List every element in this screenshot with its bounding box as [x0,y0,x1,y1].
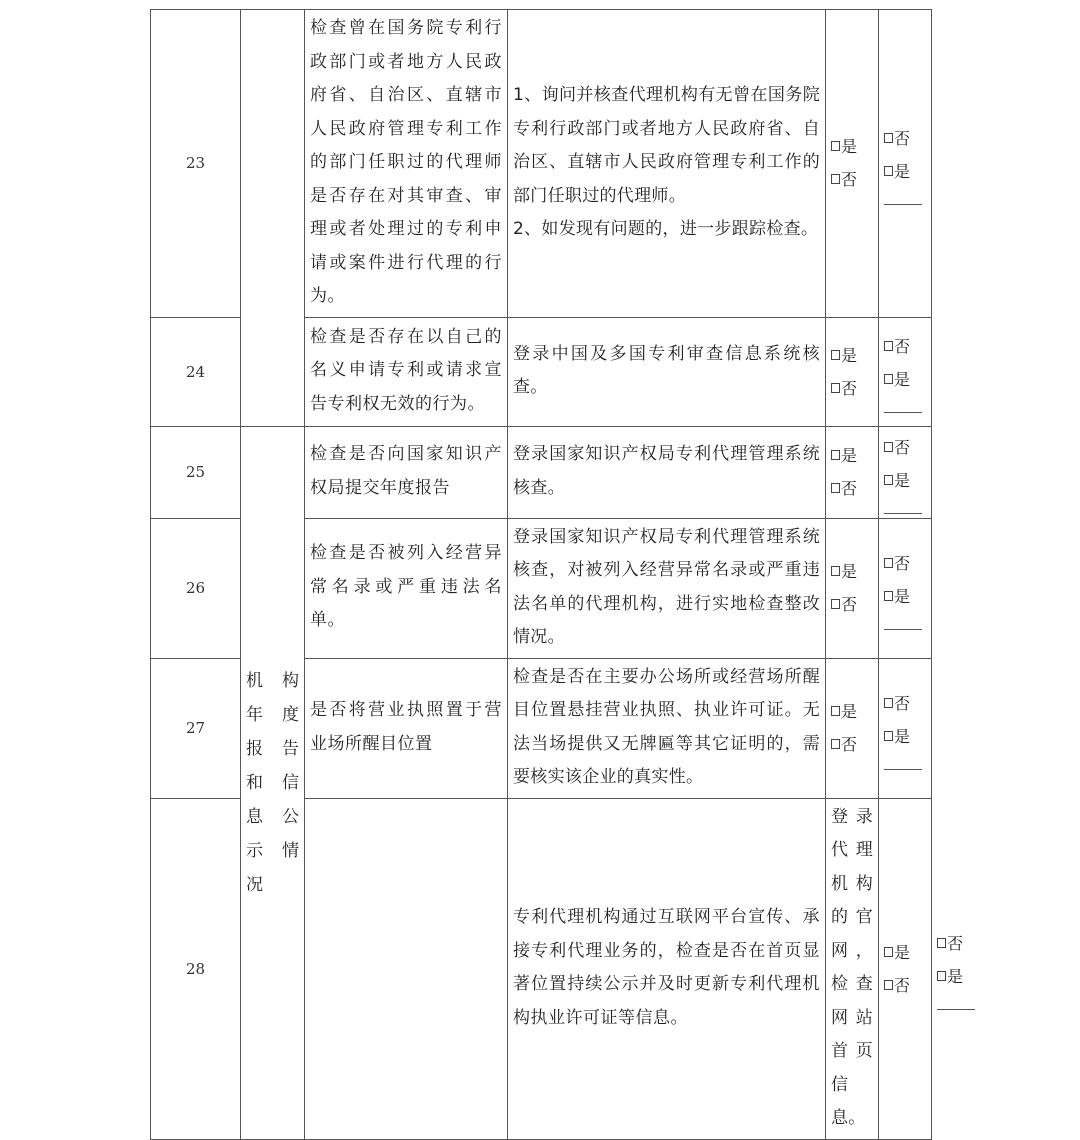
check-method [508,658,826,798]
result-no-option[interactable] [884,687,931,720]
yes-no-cell [826,518,879,658]
no-option[interactable] [831,472,878,505]
yes-no-cell [879,798,932,1139]
category-char: 况 [246,874,263,895]
checkbox-icon[interactable] [831,141,840,151]
no-option[interactable] [831,588,878,621]
result-cell [879,658,932,798]
checkbox-icon[interactable] [884,133,893,143]
check-method [826,798,879,1139]
check-item: 是否将营业执照置于营业场所醒目位置 [305,658,508,798]
category-char: 告 [282,738,299,759]
category-char: 机 [246,670,263,691]
checkbox-icon[interactable] [831,483,840,493]
checkbox-icon[interactable] [884,475,893,485]
checkbox-icon[interactable] [937,938,946,948]
fill-blank-line[interactable] [937,989,975,1010]
result-no-label: 否 [894,337,911,356]
no-label: 否 [841,479,858,498]
result-yes-label: 是 [894,726,911,746]
method-line: 2、如发现有问题的，进一步跟踪检查。 [513,219,819,239]
row-number: 28 [151,798,241,1139]
checklist-table [150,9,964,1140]
yes-label: 是 [841,702,858,721]
no-option[interactable] [884,969,931,1002]
checkbox-icon[interactable] [831,706,840,716]
check-method [508,426,826,518]
method-line: 登录国家知识产权局专利代理管理系统核查。 [513,444,820,498]
check-method [508,317,826,426]
method-line: 登录代理机构的官网，检查网站首页信息。 [831,806,873,1128]
category-char: 报 [246,738,263,759]
row-number: 27 [151,658,241,798]
check-method [508,10,826,318]
yes-label: 是 [841,345,858,365]
yes-no-cell [826,317,879,426]
result-no-label: 否 [947,934,964,953]
checkbox-icon[interactable] [831,566,840,576]
result-no-label: 否 [894,437,911,457]
result-yes-option[interactable] [884,464,931,497]
yes-option[interactable] [831,555,878,588]
row-number: 24 [151,317,241,426]
checkbox-icon[interactable] [884,698,893,708]
checkbox-icon[interactable] [831,450,840,460]
checkbox-icon[interactable] [831,383,840,393]
category-char: 公 [282,806,299,827]
checkbox-icon[interactable] [884,558,893,568]
yes-label: 是 [841,446,858,465]
checkbox-icon[interactable] [831,174,840,184]
no-label: 否 [894,975,911,995]
table-row [151,426,932,518]
result-no-option[interactable] [884,431,931,464]
yes-option[interactable] [831,339,878,372]
table-row [151,10,932,318]
category-char: 情 [282,840,299,861]
check-method [508,518,826,658]
row-number: 23 [151,10,241,318]
yes-no-cell [826,10,879,318]
result-cell [879,10,932,318]
no-label: 否 [841,735,858,754]
check-item: 检查是否存在以自己的名义申请专利或请求宣告专利权无效的行为。 [305,317,508,426]
result-no-option[interactable] [884,547,931,580]
result-yes-option[interactable] [884,720,931,753]
result-yes-label: 是 [894,586,911,606]
category-char: 年 [246,704,263,725]
category-cell-empty [241,10,305,427]
checkbox-icon[interactable] [884,591,893,601]
method-line: 登录国家知识产权局专利代理管理系统核查，对被列入经营异常名录或严重违法名单的代理机构，进行实地检查整改情况。 [513,526,820,647]
method-line: 1、询问并核查代理机构有无曾在国务院专利行政部门或者地方人民政府省、自治区、直辖市人民政府管理专利工作的部门任职过的代理师。 [513,85,820,206]
checkbox-icon[interactable] [884,374,893,384]
no-option[interactable] [831,728,878,761]
result-cell [879,518,932,658]
method-line: 登录中国及多国专利审查信息系统核查。 [513,343,820,397]
checkbox-icon[interactable] [831,599,840,609]
checkbox-icon[interactable] [884,947,893,957]
result-yes-label: 是 [894,161,911,181]
checkbox-icon[interactable] [831,350,840,360]
result-no-label: 否 [894,693,911,713]
result-no-option[interactable] [884,330,931,363]
yes-label: 是 [841,562,858,581]
checkbox-icon[interactable] [937,971,946,981]
checkbox-icon[interactable] [884,442,893,452]
check-item: 检查是否被列入经营异常名录或严重违法名单。 [305,518,508,658]
checkbox-icon[interactable] [884,341,893,351]
check-item: 检查是否向国家知识产权局提交年度报告 [305,426,508,518]
yes-no-cell [826,426,879,518]
result-yes-label: 是 [894,470,911,490]
checkbox-icon[interactable] [884,731,893,741]
category-cell-empty [305,798,508,1139]
result-yes-label: 是 [894,370,911,389]
yes-option[interactable] [831,130,878,163]
result-yes-option[interactable] [884,580,931,613]
category-label [246,664,299,902]
result-yes-option[interactable] [884,363,931,396]
category-char: 信 [282,772,299,793]
result-cell [879,426,932,518]
category-char: 和 [246,772,263,793]
category-char: 度 [282,704,299,725]
yes-option[interactable] [831,439,878,472]
result-yes-label: 是 [947,967,964,986]
method-line: 检查是否在主要办公场所或经营场所醒目位置悬挂营业执照、执业许可证。无法当场提供又无牌匾等其它证明的，需要核实该企业的真实性。 [513,666,820,787]
yes-option[interactable] [831,695,878,728]
checkbox-icon[interactable] [884,166,893,176]
result-yes-option[interactable] [884,155,931,188]
check-item: 检查曾在国务院专利行政部门或者地方人民政府省、自治区、直辖市人民政府管理专利工作的部门任职过的代理师是否存在对其审查、审理或者处理过的专利申请或案件进行代理的行为。 [305,10,508,318]
category-cell [241,426,305,1139]
yes-label: 是 [894,942,911,962]
checkbox-icon[interactable] [884,980,893,990]
no-option[interactable] [831,372,878,405]
yes-option[interactable] [884,936,931,969]
result-no-label: 否 [894,128,911,148]
result-cell [879,317,932,426]
row-number: 26 [151,518,241,658]
row-number: 25 [151,426,241,518]
no-label: 否 [841,595,858,614]
category-char: 构 [282,670,299,691]
checkbox-icon[interactable] [831,739,840,749]
result-no-label: 否 [894,553,911,573]
no-label: 否 [841,378,858,398]
yes-no-cell [826,658,879,798]
no-label: 否 [841,170,858,190]
yes-label: 是 [841,137,858,157]
result-no-option[interactable] [884,122,931,155]
category-char: 示 [246,840,263,861]
category-char: 息 [246,806,263,827]
check-item: 专利代理机构通过互联网平台宣传、承接专利代理业务的，检查是否在首页显著位置持续公示并及时更新专利代理机构执业许可证等信息。 [508,798,826,1139]
no-option[interactable] [831,163,878,196]
